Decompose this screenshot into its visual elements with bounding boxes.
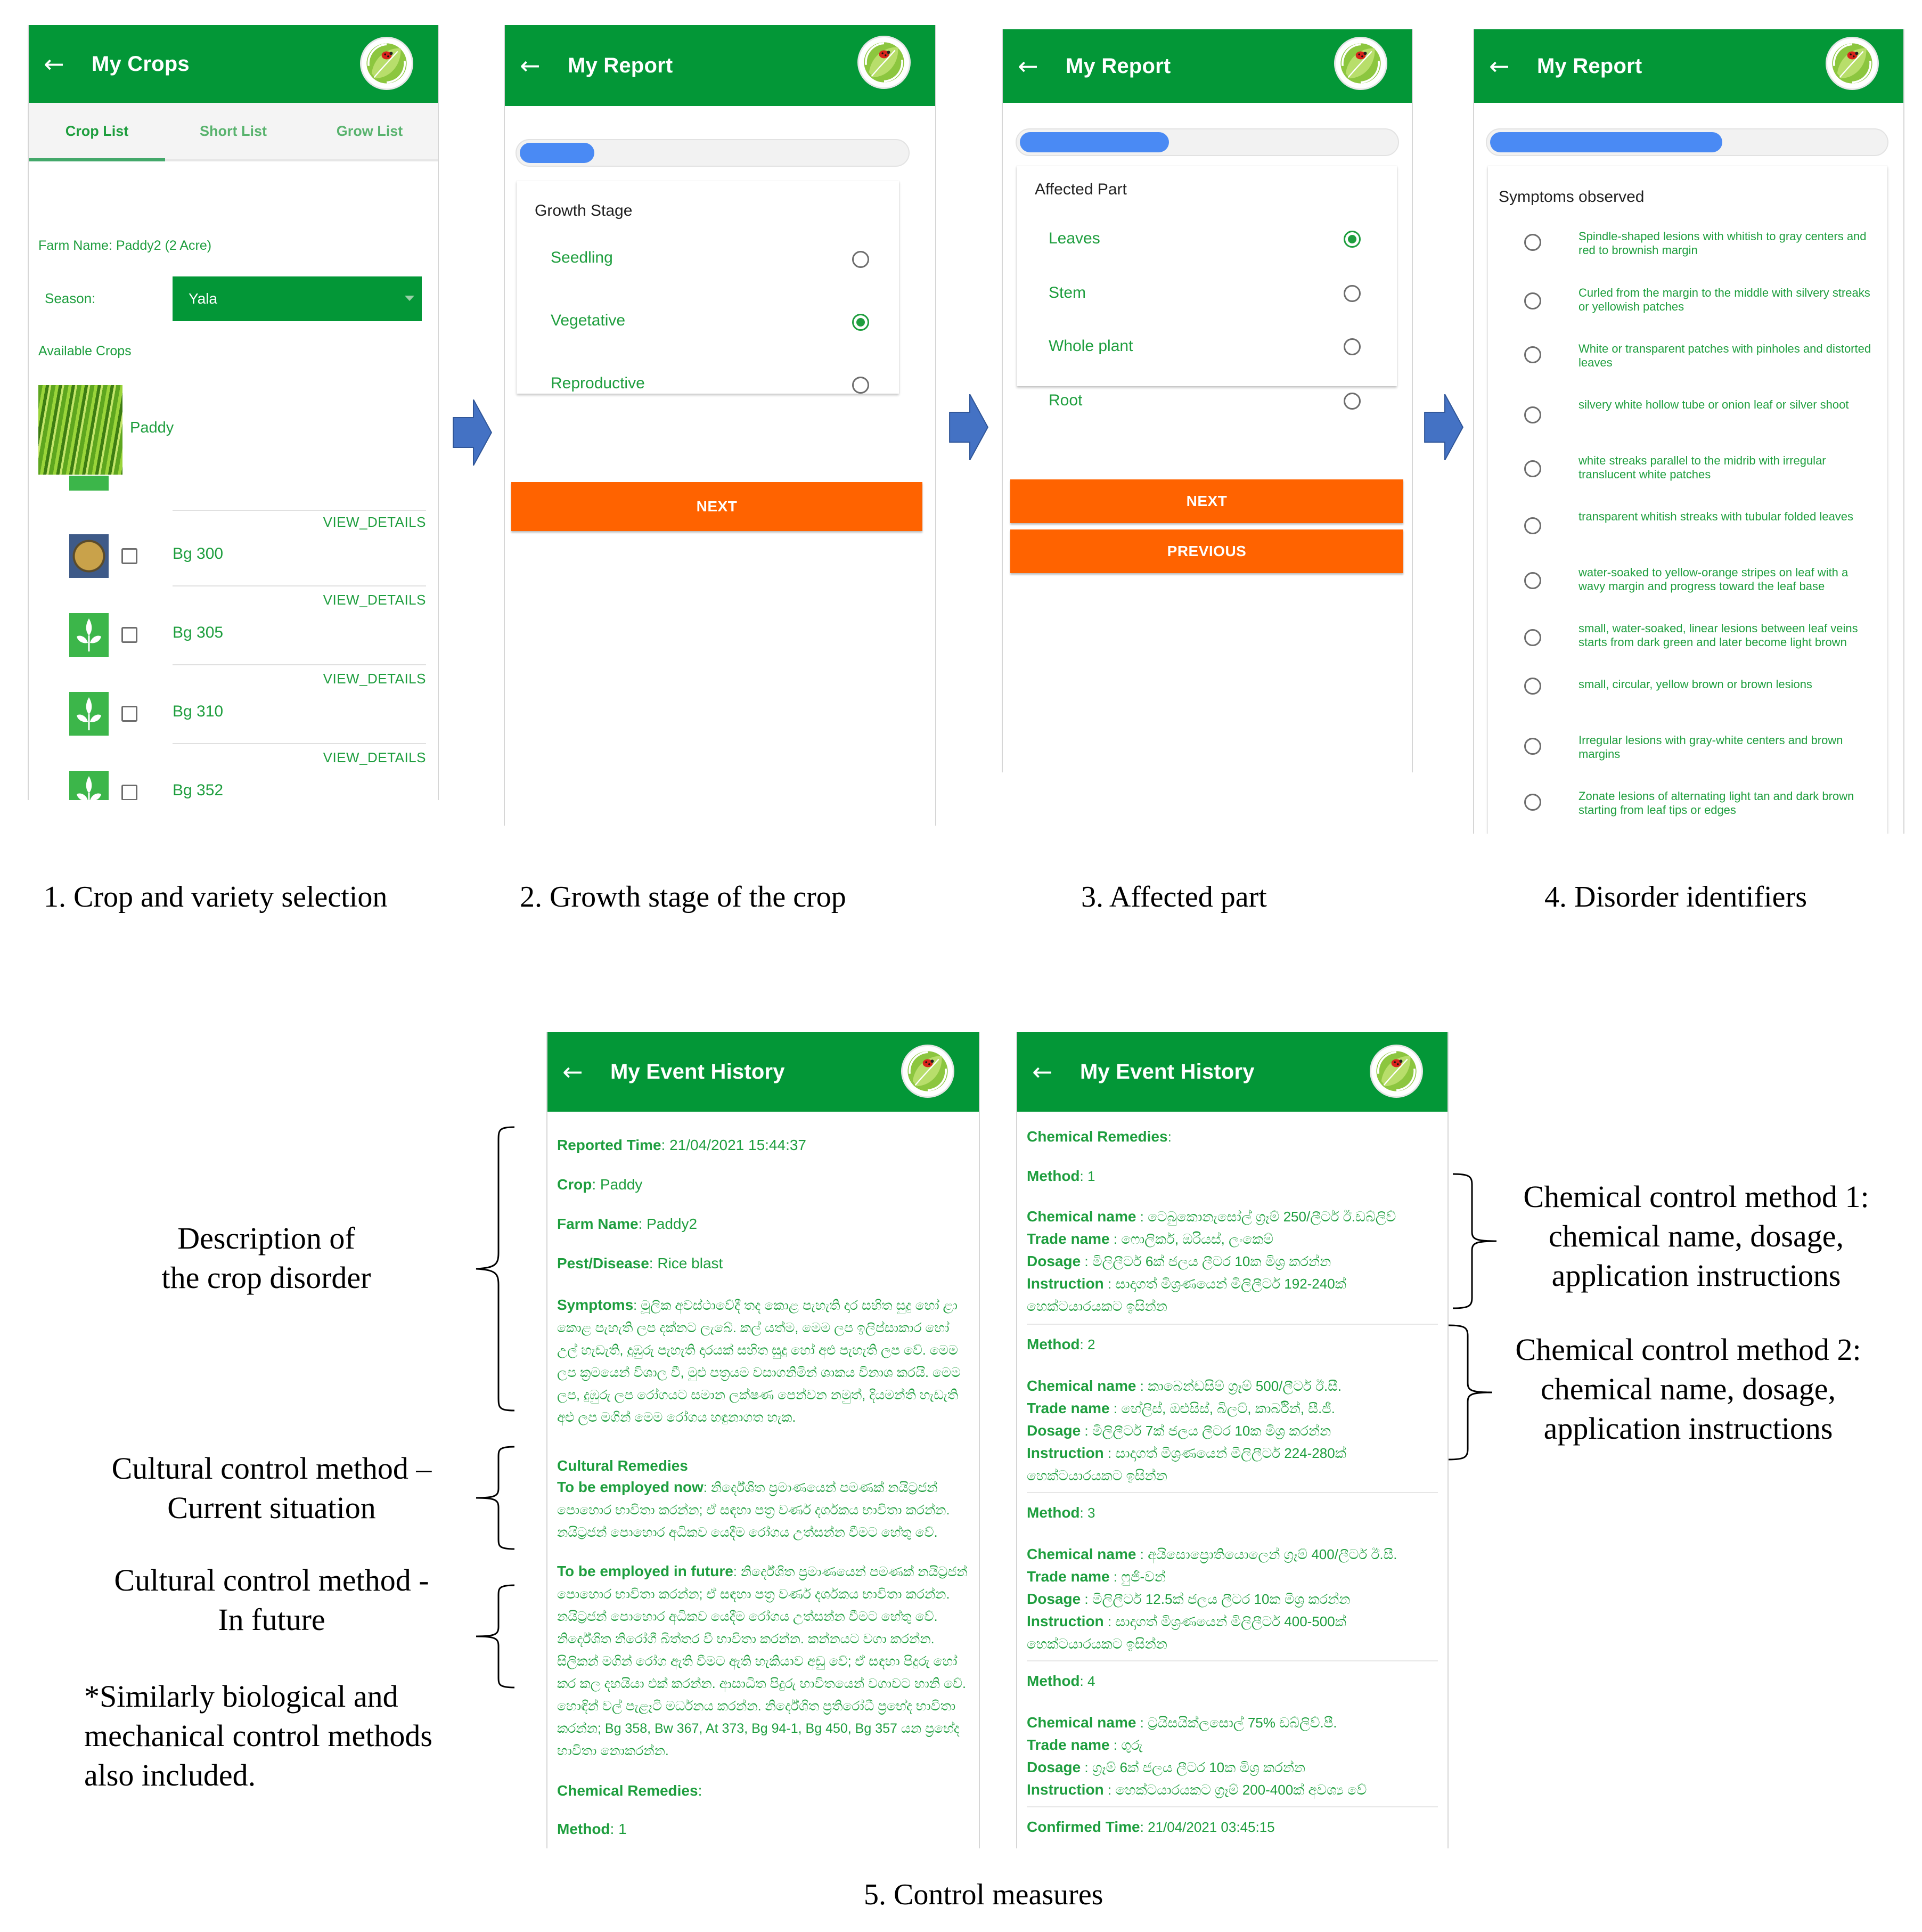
divider	[173, 743, 426, 744]
option-label: Whole plant	[1049, 337, 1133, 355]
trade-name-value: ෆුජි-වන්	[1121, 1569, 1166, 1585]
event-details	[557, 1112, 969, 1848]
chemical-name-row: Chemical name : කාබෙන්ඩසිම් ග්‍රෑම් 500/ලීටර් ඊ.සී.	[1027, 1377, 1342, 1394]
dosage-value: මිලිලීටර් 7ක් ජලය ලීටර 10ක මිශ්‍ර කරන්න	[1092, 1423, 1331, 1439]
crop-value: Paddy	[600, 1176, 643, 1193]
instruction-value: සාදාගත් මිශ්‍රණයෙන් මිලිලීටර් 400-500ක්	[1115, 1613, 1346, 1629]
radio-button[interactable]	[1344, 285, 1361, 302]
trade-name-value: ගුරු	[1121, 1737, 1143, 1753]
field-label: Reported Time	[557, 1137, 661, 1153]
field-label: Dosage	[1027, 1422, 1081, 1439]
variety-row	[29, 534, 438, 613]
annotation-line: chemical name, dosage,	[1541, 1372, 1836, 1406]
radio-button[interactable]	[1524, 572, 1541, 589]
option-vegetative[interactable]	[517, 312, 899, 344]
option-leaves[interactable]	[1017, 230, 1397, 262]
farm-name-label: Farm Name: Paddy2 (2 Acre)	[38, 238, 212, 253]
tab-short-list[interactable]: Short List	[200, 123, 267, 139]
chemical-name-value: ට්‍රයිසයික්ලසොල් 75% ඩබ්ලිව්.පී.	[1148, 1715, 1337, 1731]
divider	[1027, 1806, 1438, 1807]
cultural-future-paragraph: To be employed in future: නිර්දේශිත ප්‍රමාණයෙන් පමණක් නයිට්‍රජන් පොහොර භාවිතා කරන්න; ඒ සඳහා පත්‍ර වර්ණ දර්ශකය භාවිතා කරන්න. නයිට්‍රජන් පොහොර අධිකව යෙදීම රෝගය උත්සන්න වීමට හේතු වේ. නිර්දේශිත නිරෝගී බිත්තර වී භාවිතා කරන්න. කන්නයට වගා කරන්න. සිලිකන් මගින් රෝග ඇති වීමට ඇති හැකියාව අඩු වේ; ඒ සඳහා පිදුරු හෝ කර කල දහයියා එක් කරන්න. ආසාධිත පිදුරු භාවිතයෙන් වගාවට හානි වේ. හොඳින් වල් පැළෑටි මර්ධනය කරන්න. නිර්දේශිත ප්‍රතිරෝධී ප්‍රභේද භාවිතා කරන්න; Bg 358, Bw 367, At 373, Bg 94-1, Bg 450, Bg 357 යන ප්‍රභේද භාවිතා නොකරන්න.	[557, 1563, 968, 1758]
trade-name-value: හේලිස්, ඔළුසිස්, බිලට්, කාර්බින්, සී.ජී.	[1121, 1400, 1335, 1416]
app-bar	[1003, 29, 1412, 103]
brace-cultural-future-icon	[474, 1583, 517, 1690]
symptoms-value: මූලික අවස්ථාවේදී තද කොළ පැහැති දාර සහිත සුදු හෝ ළා කොළ පැහැති ලප දක්නට ලැබේ. කල් යත්ම, මෙම ලප ඉලිප්සාකාර හෝ උල් හැඩැති, දුඹුරු පැහැති දාරයක් සහිත සුදු හෝ අළු පැහැති ලප වේ. මෙම ලප ක්‍රමයෙන් විශාල වී, මුළු පත්‍රයම වසාගනිමින් ශාකය විනාශ කරයි. මෙම ලප, දුඹුරු ලප රෝගයට සමාන ලක්ෂණ පෙන්වන නමුත්, දියමන්ති හැඩැති අළු ලප මගින් මෙම රෝගය හඳුනාගත හැක.	[557, 1298, 961, 1425]
annotation-chem2	[1478, 1330, 1899, 1448]
symptom-text: white streaks parallel to the midrib with irregular translucent white patches	[1579, 454, 1826, 481]
dropdown-caret-icon	[405, 296, 414, 301]
view-details-link[interactable]: VIEW_DETAILS	[323, 592, 426, 608]
field-label: Instruction	[1027, 1613, 1104, 1629]
method-row: Method: 1	[557, 1821, 627, 1837]
season-label: Season:	[45, 290, 96, 306]
annotation-cultural-now	[80, 1449, 463, 1528]
app-logo-icon	[857, 36, 911, 89]
crop-name[interactable]: Paddy	[130, 419, 174, 436]
instruction-row: Instruction : සාදාගත් මිශ්‍රණයෙන් මිලිලීටර් 224-280ක්	[1027, 1445, 1346, 1461]
cultural-now-paragraph: To be employed now: නිර්දේශිත ප්‍රමාණයෙන් පමණක් නයිට්‍රජන් පොහොර භාවිතා කරන්න; ඒ සඳහා පත්‍ර වර්ණ දර්ශකය භාවිතා කරන්න. නයිට්‍රජන් පොහොර අධිකව යෙදීම රෝගය උත්සන්න වීමට හේතු වේ.	[557, 1479, 950, 1540]
divider	[173, 585, 426, 586]
dosage-value: මිලිලීටර් 12.5ක් ජලය ලීටර 10ක මිශ්‍ර කරන්න	[1092, 1591, 1351, 1607]
page-title: My Report	[568, 53, 673, 77]
annotation-line: application instructions	[1551, 1258, 1841, 1293]
field-label: Farm Name	[557, 1216, 639, 1232]
brace-description-icon	[474, 1125, 517, 1413]
section-heading: Chemical Remedies	[1027, 1128, 1168, 1145]
app-bar	[505, 25, 935, 106]
option-label: Vegetative	[551, 312, 626, 329]
field-label: Crop	[557, 1176, 592, 1193]
method-row: Method: 1	[1027, 1168, 1095, 1184]
section-heading: Cultural Remedies	[557, 1457, 688, 1474]
symptom-text: small, circular, yellow brown or brown lesions	[1579, 678, 1812, 691]
tab-crop-list[interactable]: Crop List	[29, 103, 165, 159]
dosage-row: Dosage : මිලිලීටර් 12.5ක් ජලය ලීටර 10ක මිශ්‍ර කරන්න	[1027, 1591, 1351, 1607]
field-label: Method	[1027, 1673, 1080, 1689]
radio-button[interactable]	[1524, 234, 1541, 251]
annotation-line: chemical name, dosage,	[1549, 1219, 1844, 1253]
app-logo-icon	[360, 37, 413, 90]
back-arrow-icon[interactable]: ←	[1018, 52, 1038, 80]
dosage-value: ග්‍රෑම් 6ක් ජලය ලීටර 10ක මිශ්‍ර කරන්න	[1092, 1759, 1306, 1775]
screen-affected-part	[1002, 29, 1413, 772]
instruction-value: සාදාගත් මිශ්‍රණයෙන් මිලිලීටර් 224-280ක්	[1115, 1445, 1346, 1461]
trade-name-row: Trade name : ෆුජි-වන්	[1027, 1568, 1166, 1585]
chemical-heading: Chemical Remedies:	[557, 1782, 702, 1799]
symptom-text: transparent whitish streaks with tubular folded leaves	[1579, 510, 1854, 523]
divider	[173, 664, 426, 665]
caption-step-4: 4. Disorder identifiers	[1544, 881, 1807, 914]
field-label: Dosage	[1027, 1253, 1081, 1269]
radio-button[interactable]	[1524, 794, 1541, 811]
dosage-row: Dosage : මිලිලීටර් 6ක් ජලය ලීටර 10ක මිශ්‍ර කරන්න	[1027, 1253, 1331, 1269]
radio-button[interactable]	[1524, 517, 1541, 534]
field-label: Trade name	[1027, 1400, 1110, 1416]
back-arrow-icon[interactable]: ←	[1032, 1057, 1053, 1086]
back-arrow-icon[interactable]: ←	[520, 51, 541, 80]
instruction-cont: හෙක්ටයාරයකට ඉසින්න	[1027, 1636, 1167, 1652]
annotation-line: also included.	[84, 1758, 256, 1792]
symptom-text: Curled from the margin to the middle with silvery streaks or yellowish patches	[1579, 286, 1870, 313]
field-label: Symptoms	[557, 1297, 634, 1313]
cultural-now-value: නිර්දේශිත ප්‍රමාණයෙන් පමණක් නයිට්‍රජන් පොහොර භාවිතා කරන්න; ඒ සඳහා පත්‍ර වර්ණ දර්ශකය භාවිතා කරන්න. නයිට්‍රජන් පොහොර අධිකව යෙදීම රෝගය උත්සන්න වීමට හේතු වේ.	[557, 1480, 950, 1540]
annotation-line: Current situation	[167, 1490, 376, 1525]
paddy-photo[interactable]	[38, 385, 122, 475]
back-arrow-icon[interactable]: ←	[562, 1057, 583, 1086]
plant-icon	[69, 771, 109, 800]
radio-button[interactable]	[852, 377, 869, 394]
field-label: Confirmed Time	[1027, 1819, 1140, 1835]
farm-row: Farm Name: Paddy2	[557, 1216, 698, 1232]
option-reproductive[interactable]	[517, 374, 899, 406]
field-label: Instruction	[1027, 1275, 1104, 1292]
method-number: 1	[1087, 1168, 1095, 1184]
plant-icon	[69, 476, 109, 491]
option-label: Seedling	[551, 249, 613, 266]
pest-row: Pest/Disease: Rice blast	[557, 1255, 723, 1271]
field-label: To be employed in future	[557, 1563, 733, 1579]
radio-button[interactable]	[1344, 338, 1361, 355]
screen-symptoms	[1473, 29, 1904, 834]
trade-name-row: Trade name : ෆොලිකර්, ඔරියස්, ලංකෙම්	[1027, 1230, 1274, 1247]
cultural-heading	[557, 1455, 969, 1477]
app-logo-icon	[1334, 37, 1387, 90]
option-label: Leaves	[1049, 230, 1100, 247]
dosage-row: Dosage : මිලිලීටර් 7ක් ජලය ලීටර 10ක මිශ්‍ර කරන්න	[1027, 1422, 1331, 1439]
variety-row	[29, 613, 438, 692]
symptom-text: small, water-soaked, linear lesions between leaf veins starts from dark green and later become light brown	[1579, 622, 1858, 649]
symptom-text: Spindle-shaped lesions with whitish to gray centers and red to brownish margin	[1579, 230, 1867, 257]
field-label: Method	[557, 1821, 610, 1837]
chemical-name-row: Chemical name : ට්‍රයිසයික්ලසොල් 75% ඩබ්ලිව්.පී.	[1027, 1714, 1337, 1731]
annotation-line: Cultural control method -	[114, 1563, 429, 1597]
chemical-heading: Chemical Remedies:	[1027, 1128, 1172, 1145]
card-title: Growth Stage	[535, 202, 633, 219]
divider	[173, 510, 426, 511]
field-label: Trade name	[1027, 1568, 1110, 1585]
method-number: 2	[1087, 1336, 1095, 1352]
instruction-cont: හෙක්ටයාරයකට ඉසින්න	[1027, 1298, 1167, 1314]
option-label: Stem	[1049, 284, 1086, 301]
annotation-line: application instructions	[1543, 1411, 1833, 1446]
chemical-name-value: කාබෙන්ඩසිම් ග්‍රෑම් 500/ලීටර් ඊ.සී.	[1148, 1378, 1342, 1394]
annotation-note	[84, 1677, 489, 1795]
progress-fill	[520, 143, 594, 163]
variety-name[interactable]: Bg 300	[173, 545, 224, 563]
section-heading: Chemical Remedies	[557, 1782, 698, 1799]
progress-fill	[1020, 132, 1169, 152]
option-stem[interactable]	[1017, 284, 1397, 316]
variety-name[interactable]: Bg 305	[173, 624, 224, 641]
chemical-name-value: ටෙබුකොනැසෝල් ග්‍රෑම් 250/ලීටර් ඊ.ඩබ්ලිව්	[1148, 1209, 1396, 1225]
annotation-line: In future	[218, 1602, 325, 1637]
variety-row	[29, 692, 438, 771]
radio-button[interactable]	[852, 251, 869, 268]
page-title: My Event History	[610, 1059, 785, 1083]
option-label: Root	[1049, 392, 1083, 409]
variety-checkbox[interactable]	[121, 706, 137, 722]
variety-checkbox[interactable]	[121, 785, 137, 800]
instruction-value: සාදාගත් මිශ්‍රණයෙන් මිලිලීටර් 192-240ක්	[1115, 1276, 1346, 1292]
radio-button-selected[interactable]	[1344, 231, 1361, 248]
instruction-cont: හෙක්ටයාරයකට ඉසින්න	[1027, 1468, 1167, 1483]
card-title: Affected Part	[1035, 181, 1127, 198]
instruction-row: Instruction : හෙක්ටයාරයකට ග්‍රෑම් 200-400ක් අවශ්‍ය වේ	[1027, 1781, 1367, 1798]
variety-name[interactable]: Bg 310	[173, 703, 224, 720]
symptom-text: silvery white hollow tube or onion leaf or silver shoot	[1579, 398, 1849, 411]
method-number: 3	[1087, 1505, 1095, 1521]
radio-button[interactable]	[1524, 406, 1541, 423]
confirmed-time-value: 21/04/2021 03:45:15	[1148, 1819, 1275, 1835]
divider	[1027, 1492, 1438, 1493]
reported-time-row: Reported Time: 21/04/2021 15:44:37	[557, 1137, 807, 1153]
instruction-value: හෙක්ටයාරයකට ග්‍රෑම් 200-400ක් අවශ්‍ය වේ	[1115, 1782, 1367, 1798]
screen-event-history-1	[546, 1032, 980, 1848]
field-label: To be employed now	[557, 1479, 704, 1495]
card-title: Symptoms observed	[1499, 188, 1645, 206]
annotation-line: the crop disorder	[161, 1260, 371, 1295]
caption-step-2: 2. Growth stage of the crop	[520, 881, 846, 914]
annotation-line: *Similarly biological and	[84, 1679, 398, 1714]
radio-button-selected[interactable]	[852, 314, 869, 331]
plant-icon	[69, 613, 109, 657]
symptom-text: Irregular lesions with gray-white centers and brown margins	[1579, 733, 1843, 761]
plant-icon	[69, 692, 109, 736]
field-label: Chemical name	[1027, 1714, 1136, 1731]
radio-button[interactable]	[1524, 460, 1541, 477]
variety-name[interactable]: Bg 352	[173, 781, 224, 799]
variety-row	[29, 771, 438, 800]
screen-event-history-2	[1016, 1032, 1449, 1848]
app-bar	[29, 25, 438, 103]
view-details-link[interactable]: VIEW_DETAILS	[323, 671, 426, 687]
progress-bar	[1486, 128, 1888, 156]
back-arrow-icon[interactable]: ←	[44, 50, 64, 78]
symptom-text: Zonate lesions of alternating light tan and dark brown starting from leaf tips or edges	[1579, 789, 1854, 817]
radio-button[interactable]	[1524, 292, 1541, 309]
annotation-line: Chemical control method 2:	[1515, 1332, 1861, 1367]
progress-fill	[1490, 132, 1722, 152]
radio-button[interactable]	[1524, 629, 1541, 646]
symptom-text: White or transparent patches with pinholes and distorted leaves	[1579, 342, 1871, 369]
chemical-name-value: අයිසොප්‍රොතියොලෙන් ග්‍රෑම් 400/ලීටර් ඊ.සී.	[1148, 1546, 1397, 1562]
field-label: Dosage	[1027, 1759, 1081, 1775]
reported-time-value: 21/04/2021 15:44:37	[669, 1137, 807, 1153]
method-row: Method: 4	[1027, 1673, 1095, 1689]
method-value: 1	[618, 1821, 627, 1837]
instruction-row: Instruction : සාදාගත් මිශ්‍රණයෙන් මිලිලීටර් 192-240ක්	[1027, 1275, 1346, 1292]
field-label: Chemical name	[1027, 1377, 1136, 1394]
caption-step-5: 5. Control measures	[864, 1878, 1103, 1911]
field-label: Method	[1027, 1168, 1080, 1184]
annotation-line: Cultural control method –	[111, 1451, 432, 1486]
field-label: Dosage	[1027, 1591, 1081, 1607]
trade-name-row: Trade name : හේලිස්, ඔළුසිස්, බිලට්, කාර්බින්, සී.ජී.	[1027, 1400, 1335, 1416]
radio-button[interactable]	[1524, 738, 1541, 755]
option-whole-plant[interactable]	[1017, 337, 1397, 369]
app-logo-icon	[1370, 1045, 1423, 1098]
variety-row-hidden	[29, 476, 438, 534]
method-row: Method: 3	[1027, 1504, 1095, 1521]
radio-button[interactable]	[1524, 678, 1541, 695]
chemical-remedies	[1027, 1112, 1438, 1848]
chemical-name-row: Chemical name : ටෙබුකොනැසෝල් ග්‍රෑම් 250/ලීටර් ඊ.ඩබ්ලිව්	[1027, 1208, 1396, 1225]
available-crops-label: Available Crops	[38, 344, 132, 358]
app-bar	[547, 1032, 979, 1112]
pest-value: Rice blast	[657, 1255, 723, 1271]
flow-arrow-icon	[937, 394, 1000, 460]
back-arrow-icon[interactable]: ←	[1489, 52, 1510, 80]
crop-tabs	[29, 103, 438, 161]
annotation-line: Description of	[177, 1221, 355, 1256]
variety-checkbox[interactable]	[121, 627, 137, 643]
trade-name-row: Trade name : ගුරු	[1027, 1737, 1143, 1753]
annotation-line: Chemical control method 1:	[1523, 1179, 1869, 1214]
method-row: Method: 2	[1027, 1336, 1095, 1352]
symptoms-paragraph: Symptoms: මූලික අවස්ථාවේදී තද කොළ පැහැති දාර සහිත සුදු හෝ ළා කොළ පැහැති ලප දක්නට ලැබේ. කල් යත්ම, මෙම ලප ඉලිප්සාකාර හෝ උල් හැඩැති, දුඹුරු පැහැති දාරයක් සහිත සුදු හෝ අළු පැහැති ලප වේ. මෙම ලප ක්‍රමයෙන් විශාල වී, මුළු පත්‍රයම වසාගනිමින් ශාකය විනාශ කරයි. මෙම ලප, දුඹුරු ලප රෝගයට සමාන ලක්ෂණ පෙන්වන නමුත්, දියමන්ති හැඩැති අළු ලප මගින් මෙම රෝගය හඳුනාගත හැක.	[557, 1297, 961, 1425]
growth-stage-card	[517, 181, 899, 394]
field-label: Trade name	[1027, 1230, 1110, 1247]
next-button[interactable]: NEXT	[1010, 479, 1403, 523]
divider	[1027, 1324, 1438, 1325]
annotation-description	[117, 1219, 415, 1298]
season-dropdown[interactable]	[173, 276, 422, 321]
dosage-row: Dosage : ග්‍රෑම් 6ක් ජලය ලීටර 10ක මිශ්‍ර කරන්න	[1027, 1759, 1306, 1775]
flow-arrow-icon	[443, 400, 502, 466]
annotation-chem1	[1486, 1177, 1907, 1295]
app-logo-icon	[1826, 37, 1879, 90]
field-label: Method	[1027, 1336, 1080, 1352]
progress-bar	[1016, 128, 1399, 156]
instruction-row: Instruction : සාදාගත් මිශ්‍රණයෙන් මිලිලීටර් 400-500ක්	[1027, 1613, 1346, 1629]
flow-arrow-icon	[1413, 394, 1475, 460]
page-title: My Event History	[1080, 1059, 1255, 1083]
view-details-link[interactable]: VIEW_DETAILS	[323, 749, 426, 765]
annotation-cultural-future	[80, 1561, 463, 1640]
farm-value: Paddy2	[647, 1216, 698, 1232]
field-label: Chemical name	[1027, 1208, 1136, 1225]
method-number: 4	[1087, 1673, 1095, 1689]
brace-cultural-now-icon	[474, 1445, 517, 1551]
app-logo-icon	[901, 1045, 954, 1098]
next-button[interactable]: NEXT	[511, 482, 922, 531]
trade-name-value: ෆොලිකර්, ඔරියස්, ලංකෙම්	[1121, 1231, 1274, 1247]
divider	[1027, 1660, 1438, 1661]
radio-button[interactable]	[1344, 393, 1361, 410]
screen-my-crops	[28, 25, 439, 800]
option-root[interactable]	[1017, 392, 1397, 423]
previous-button[interactable]: PREVIOUS	[1010, 529, 1403, 573]
symptom-text: water-soaked to yellow-orange stripes on leaf with a wavy margin and progress toward the leaf base	[1579, 566, 1849, 593]
field-label: Instruction	[1027, 1445, 1104, 1461]
tab-grow-list[interactable]: Grow List	[336, 123, 403, 139]
field-label: Chemical name	[1027, 1546, 1136, 1562]
chemical-name-row: Chemical name : අයිසොප්‍රොතියොලෙන් ග්‍රෑම් 400/ලීටර් ඊ.සී.	[1027, 1546, 1397, 1562]
cultural-future-value: නිර්දේශිත ප්‍රමාණයෙන් පමණක් නයිට්‍රජන් පොහොර භාවිතා කරන්න; ඒ සඳහා පත්‍ර වර්ණ දර්ශකය භාවිතා කරන්න. නයිට්‍රජන් පොහොර අධිකව යෙදීම රෝගය උත්සන්න වීමට හේතු වේ. නිර්දේශිත නිරෝගී බිත්තර වී භාවිතා කරන්න. කන්නයට වගා කරන්න. සිලිකන් මගින් රෝග ඇති වීමට ඇති හැකියාව අඩු වේ; ඒ සඳහා පිදුරු හෝ කර කල දහයියා එක් කරන්න. ආසාධිත පිදුරු භාවිතයෙන් වගාවට හානි වේ. හොඳින් වල් පැළෑටි මර්ධනය කරන්න. නිර්දේශිත ප්‍රතිරෝධී ප්‍රභේද භාවිතා කරන්න; Bg 358, Bw 367, At 373, Bg 94-1, Bg 450, Bg 357 යන ප්‍රභේද භාවිතා නොකරන්න.	[557, 1564, 968, 1758]
dosage-value: මිලිලීටර් 6ක් ජලය ලීටර 10ක මිශ්‍ර කරන්න	[1092, 1253, 1331, 1269]
radio-button[interactable]	[1524, 346, 1541, 363]
seed-photo	[69, 534, 109, 578]
progress-bar	[516, 139, 910, 167]
page-title: My Report	[1537, 54, 1642, 78]
variety-checkbox[interactable]	[121, 548, 137, 564]
field-label: Trade name	[1027, 1737, 1110, 1753]
caption-step-1: 1. Crop and variety selection	[44, 881, 388, 914]
affected-part-card	[1017, 166, 1397, 409]
page-title: My Crops	[92, 52, 190, 76]
screen-growth-stage	[504, 25, 936, 826]
view-details-link[interactable]: VIEW_DETAILS	[323, 514, 426, 530]
field-label: Instruction	[1027, 1781, 1104, 1798]
app-bar	[1474, 29, 1903, 103]
page-title: My Report	[1066, 54, 1171, 78]
field-label: Method	[1027, 1504, 1080, 1521]
caption-step-3: 3. Affected part	[1081, 881, 1267, 914]
option-label: Reproductive	[551, 374, 645, 392]
confirmed-time-row: Confirmed Time: 21/04/2021 03:45:15	[1027, 1819, 1275, 1835]
crop-row: Crop: Paddy	[557, 1176, 643, 1193]
field-label: Pest/Disease	[557, 1255, 649, 1271]
annotation-line: mechanical control methods	[84, 1718, 432, 1753]
option-seedling[interactable]	[517, 249, 899, 281]
app-bar	[1017, 1032, 1447, 1112]
season-value: Yala	[189, 290, 217, 307]
